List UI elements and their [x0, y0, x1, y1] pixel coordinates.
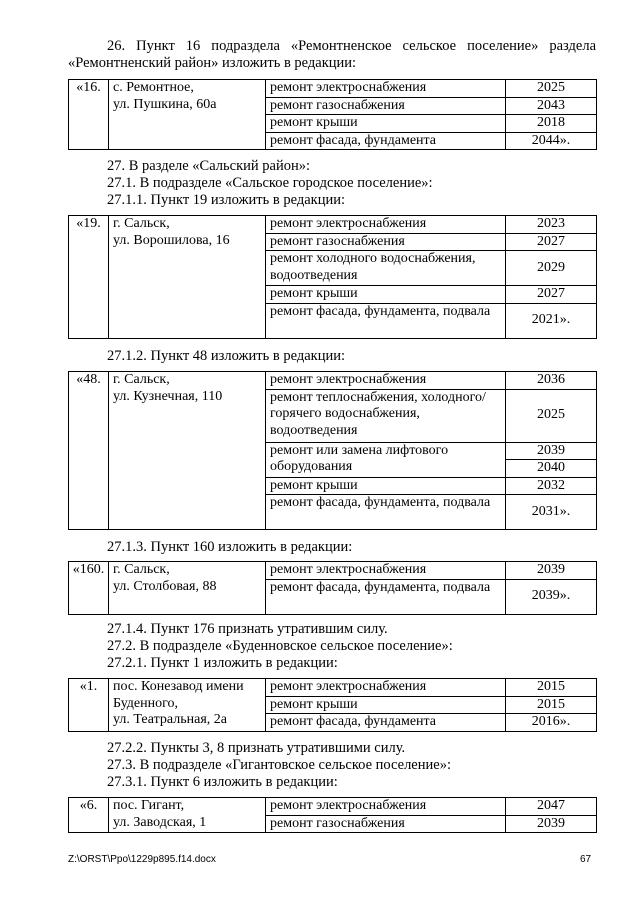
table-item-16: [68, 79, 597, 150]
paragraph-27-1: 27.1. В подразделе «Сальское городское поселение»:: [107, 175, 433, 191]
work-cell: ремонт или замена лифтового оборудования: [266, 442, 506, 477]
work-cell: ремонт холодного водоснабжения, водоотведения: [266, 251, 506, 286]
address-cell: [109, 679, 266, 732]
address-line: пос. Гигант,: [113, 798, 185, 813]
year-cell: 2016».: [506, 714, 597, 732]
address-line: пос. Конезавод имени: [113, 679, 244, 694]
paragraph-26: 26. Пункт 16 подраздела «Ремонтненское сельское поселение» раздела «Ремонтненский район» изложить в редакции:: [68, 38, 596, 71]
table-item-160: [68, 561, 597, 615]
work-cell: ремонт фасада, фундамента: [266, 714, 506, 732]
year-cell: 2044».: [506, 132, 597, 150]
year-cell: 2039: [506, 562, 597, 580]
address-line: г. Сальск,: [113, 562, 170, 577]
year-cell: 2047: [506, 798, 597, 816]
work-cell: ремонт крыши: [266, 115, 506, 133]
address-line: ул. Пушкина, 60а: [113, 96, 217, 112]
paragraph-27-2-1: 27.2.1. Пункт 1 изложить в редакции:: [107, 655, 338, 671]
year-cell: 2023: [506, 216, 597, 234]
address-line: г. Сальск,: [113, 216, 170, 231]
year-cell: 2015: [506, 679, 597, 697]
work-cell: ремонт электроснабжения: [266, 216, 506, 234]
work-cell: ремонт теплоснабжения, холодного/горячего водоснабжения, водоотведения: [266, 389, 506, 442]
address-line: ул. Заводская, 1: [113, 814, 207, 830]
year-cell: 2025: [506, 80, 597, 98]
table-item-48: [68, 371, 597, 530]
work-cell: ремонт крыши: [266, 286, 506, 304]
address-line: ул. Театральная, 2а: [113, 712, 227, 727]
address-cell: [109, 798, 266, 833]
address-cell: [109, 80, 266, 150]
item-number: «48.: [69, 372, 109, 530]
footer-file-path: Z:\ORST\Ppo\1229p895.f14.docx: [68, 854, 216, 865]
work-cell: ремонт электроснабжения: [266, 372, 506, 390]
paragraph-27-1-3: 27.1.3. Пункт 160 изложить в редакции:: [107, 539, 353, 555]
address-line: ул. Ворошилова, 16: [113, 232, 230, 248]
year-cell: 2025: [506, 389, 597, 442]
address-line: г. Сальск,: [113, 372, 170, 387]
work-cell: ремонт фасада, фундамента: [266, 132, 506, 150]
paragraph-27-2-2: 27.2.2. Пункты 3, 8 признать утратившими силу.: [107, 740, 406, 756]
address-cell: [109, 216, 266, 339]
work-cell: ремонт электроснабжения: [266, 679, 506, 697]
item-number: «160.: [69, 562, 109, 615]
year-cell: 2036: [506, 372, 597, 390]
table-item-19: [68, 215, 597, 339]
item-number: «19.: [69, 216, 109, 339]
paragraph-27-1-4: 27.1.4. Пункт 176 признать утратившим силу.: [107, 621, 388, 637]
year-cell: 2029: [506, 251, 597, 286]
item-number: «6.: [69, 798, 109, 833]
paragraph-27: 27. В разделе «Сальский район»:: [107, 158, 310, 174]
address-cell: [109, 372, 266, 530]
work-cell: ремонт газоснабжения: [266, 233, 506, 251]
address-line: Буденного,: [113, 695, 179, 711]
year-cell: 2032: [506, 477, 597, 495]
work-cell: ремонт газоснабжения: [266, 97, 506, 115]
work-cell: ремонт крыши: [266, 477, 506, 495]
paragraph-27-3-1: 27.3.1. Пункт 6 изложить в редакции:: [107, 774, 338, 790]
paragraph-27-3: 27.3. В подразделе «Гигантовское сельское поселение»:: [107, 757, 451, 773]
work-cell: ремонт фасада, фундамента, подвала: [266, 579, 506, 614]
paragraph-27-1-1: 27.1.1. Пункт 19 изложить в редакции:: [107, 192, 346, 208]
work-cell: ремонт электроснабжения: [266, 80, 506, 98]
work-cell: ремонт фасада, фундамента, подвала: [266, 495, 506, 530]
work-cell: ремонт крыши: [266, 696, 506, 714]
work-cell: ремонт электроснабжения: [266, 798, 506, 816]
paragraph-27-2: 27.2. В подразделе «Буденновское сельское поселение»:: [107, 638, 453, 654]
year-cell: 2039».: [506, 579, 597, 614]
work-cell: ремонт электроснабжения: [266, 562, 506, 580]
table-item-1: [68, 678, 597, 732]
year-cell: 2039: [506, 442, 597, 460]
year-cell: 2027: [506, 286, 597, 304]
work-cell: ремонт фасада, фундамента, подвала: [266, 303, 506, 338]
year-cell: 2018: [506, 115, 597, 133]
year-cell: 2015: [506, 696, 597, 714]
address-line: ул. Кузнечная, 110: [113, 388, 223, 404]
item-number: «16.: [69, 80, 109, 150]
address-line: ул. Столбовая, 88: [113, 578, 217, 594]
item-number: «1.: [69, 679, 109, 732]
address-cell: [109, 562, 266, 615]
year-cell: 2021».: [506, 303, 597, 338]
year-cell: 2039: [506, 815, 597, 833]
paragraph-27-1-2: 27.1.2. Пункт 48 изложить в редакции:: [107, 348, 346, 364]
footer-page-number: 67: [580, 854, 592, 865]
address-line: с. Ремонтное,: [113, 80, 194, 95]
table-item-6: [68, 797, 597, 833]
work-cell: ремонт газоснабжения: [266, 815, 506, 833]
year-cell: 2031».: [506, 495, 597, 530]
year-cell: 2040: [506, 460, 597, 478]
year-cell: 2027: [506, 233, 597, 251]
year-cell: 2043: [506, 97, 597, 115]
